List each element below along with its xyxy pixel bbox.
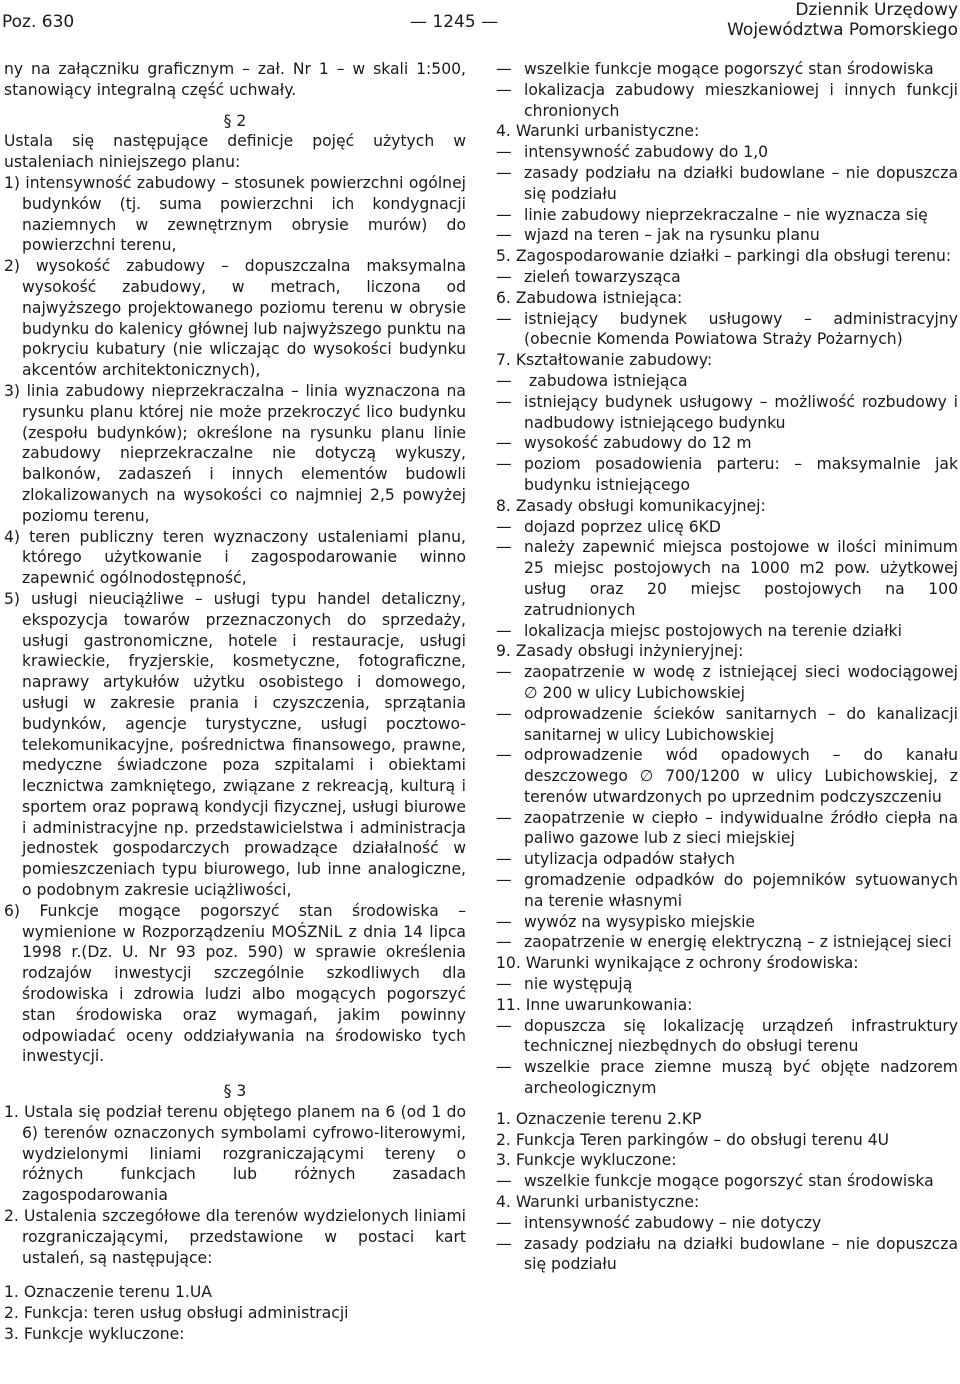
dash-item-text: intensywność zabudowy – nie dotyczy xyxy=(524,1213,822,1232)
dash-item xyxy=(496,537,958,620)
dash-item-text: wjazd na teren – jak na rysunku planu xyxy=(524,226,820,245)
dash-mark: — xyxy=(496,80,512,99)
dash-item xyxy=(496,808,958,850)
definition-item: 4) teren publiczny teren wyznaczony ustaleniami planu, którego użytkowanie i zagospodarowanie winno zapewnić ogólnodostępność, xyxy=(4,527,466,588)
dash-item-text: wszelkie prace ziemne muszą być objęte nadzorem archeologicznym xyxy=(524,1058,958,1098)
right-column xyxy=(496,59,958,1275)
dash-item xyxy=(496,517,958,538)
dash-item xyxy=(496,392,958,434)
section-heading: § 3 xyxy=(223,1082,247,1101)
section3-list xyxy=(4,1102,466,1268)
dash-item-text: wywóz na wysypisko miejskie xyxy=(524,912,756,931)
dash-mark: — xyxy=(496,975,512,994)
card-line: 1. Oznaczenie terenu 1.UA xyxy=(4,1283,212,1302)
dash-item xyxy=(496,704,958,746)
dash-item xyxy=(496,621,958,642)
dash-mark: — xyxy=(496,60,512,78)
section3-item: 1. Ustala się podział terenu objętego planem na 6 (od 1 do 6) terenów oznaczonych symbolami cyfrowo-literowymi, wydzielonymi liniami rozgraniczającymi tereny o różnych funkcjach lub różnych zasadach zagospodarowania xyxy=(4,1103,466,1205)
dash-mark: — xyxy=(496,663,512,682)
dash-item xyxy=(496,267,958,288)
dash-item-text: zieleń towarzysząca xyxy=(524,267,681,286)
dash-item-text: odprowadzenie wód opadowych – do kanału deszczowego ∅ 700/1200 w ulicy Lubichowskiej, z terenów utwardzonych po uprzednim podczyszczeniu xyxy=(524,746,958,806)
dash-mark: — xyxy=(496,143,512,162)
card-line: 2. Funkcja: teren usług obsługi administracji xyxy=(4,1304,349,1323)
dash-item-text: należy zapewnić miejsca postojowe w ilości minimum 25 miejsc postojowych na 1000 m2 pow. użytkowej usług oraz 20 miejsc postojowych na 100 zatrudnionych xyxy=(524,538,958,619)
dash-item-text: zabudowa istniejąca xyxy=(524,371,688,390)
dash-item xyxy=(496,225,958,246)
numbered-heading: 4. Warunki urbanistyczne: xyxy=(496,122,700,141)
section3-item: 2. Ustalenia szczegółowe dla terenów wydzielonych liniami rozgraniczającymi, przedstawione w postaci kart ustaleń, są następujące: xyxy=(4,1207,466,1267)
dash-item-text: odprowadzenie ścieków sanitarnych – do kanalizacji sanitarnej w ulicy Lubichowskiej xyxy=(524,704,958,744)
dash-mark: — xyxy=(496,933,512,952)
numbered-heading: 7. Kształtowanie zabudowy: xyxy=(496,351,713,370)
dash-item-text: utylizacja odpadów stałych xyxy=(524,850,736,869)
dash-item xyxy=(496,912,958,933)
dash-item xyxy=(496,974,958,995)
dash-item xyxy=(496,371,958,392)
dash-item-text: wszelkie funkcje mogące pogorszyć stan środowiska xyxy=(524,60,934,78)
numbered-heading: 9. Zasady obsługi inżynieryjnej: xyxy=(496,642,744,661)
dash-mark: — xyxy=(496,808,512,827)
card-line: 4. Warunki urbanistyczne: xyxy=(496,1193,700,1212)
dash-mark: — xyxy=(496,1213,512,1232)
dash-mark: — xyxy=(496,912,512,931)
section-heading: § 2 xyxy=(223,111,247,130)
left-column xyxy=(4,59,466,1345)
dash-item xyxy=(496,59,958,80)
definition-item: 1) intensywność zabudowy – stosunek powierzchni ogólnej budynków (tj. suma powierzchni ich kondygnacji naziemnych w zewnętrznym obrysie murów) do powierzchni terenu, xyxy=(4,173,466,255)
dash-mark: — xyxy=(496,205,512,224)
dash-item-text: lokalizacja miejsc postojowych na terenie działki xyxy=(524,621,902,640)
definitions-list xyxy=(4,173,466,1067)
dash-item-text: gromadzenie odpadków do pojemników sytuowanych na terenie własnymi xyxy=(524,871,958,910)
dash-item-text: dopuszcza się lokalizację urządzeń infrastruktury technicznej niezbędnych do obsługi terenu xyxy=(524,1016,958,1056)
dash-item-text: nie występują xyxy=(524,975,633,994)
dash-item xyxy=(496,1213,958,1234)
intro-paragraph: ny na załączniku graficznym – zał. Nr 1 – w skali 1:500, stanowiący integralną część uchwały. xyxy=(4,60,466,99)
dash-mark: — xyxy=(496,267,512,286)
dash-item-text: zaopatrzenie w wodę z istniejącej sieci wodociągowej ∅ 200 w ulicy Lubichowskiej xyxy=(524,663,958,702)
dash-item-text: wszelkie funkcje mogące pogorszyć stan środowiska xyxy=(524,1172,934,1191)
dash-item xyxy=(496,1057,958,1099)
dash-item-text: wysokość zabudowy do 12 m xyxy=(524,434,752,453)
dash-mark: — xyxy=(496,621,512,640)
numbered-heading: 10. Warunki wynikające z ochrony środowiska: xyxy=(496,954,859,973)
dash-mark: — xyxy=(496,850,512,869)
card-line: 2. Funkcja Teren parkingów – do obsługi terenu 4U xyxy=(496,1130,890,1149)
numbered-heading: 11. Inne uwarunkowania: xyxy=(496,995,693,1014)
dash-mark: — xyxy=(496,226,512,245)
dash-item xyxy=(496,870,958,912)
definition-item: 5) usługi nieuciążliwe – usługi typu handel detaliczny, ekspozycja towarów przeznaczonych do sprzedaży, usługi gastronomiczne, hotele i restauracje, usługi krawieckie, fryzjerskie, kosmetyczne, fotograficzne, naprawy artykułów użytku osobistego i domowego, usługi w zakresie prania i czyszczenia, sprzątania budynków, agencje turystyczne, usługi pocztowo-telekomunikacyjne, pośrednictwa finansowego, prawne, medyczne świadczone poza szpitalami i obiektami lecznictwa zamkniętego, związane z rekreacją, kulturą i sportem oraz poprawą kondycji fizycznej, usługi biurowe i administracyjne np. przedstawicielstwa i administracja jednostek gospodarczych prowadzące działalność w pomieszczeniach typu biurowego, lub inne analogiczne, o podobnym zakresie uciążliwości, xyxy=(4,589,466,900)
dash-mark: — xyxy=(496,538,512,557)
dash-mark: — xyxy=(496,871,512,890)
dash-mark: — xyxy=(496,434,512,453)
dash-mark: — xyxy=(496,392,512,411)
dash-item-text: linie zabudowy nieprzekraczalne – nie wyznacza się xyxy=(524,205,928,224)
card-line: 3. Funkcje wykluczone: xyxy=(496,1151,677,1170)
dash-item xyxy=(496,163,958,205)
dash-mark: — xyxy=(496,371,512,390)
dash-mark: — xyxy=(496,163,512,182)
dash-mark: — xyxy=(496,455,512,474)
dash-mark: — xyxy=(496,746,512,765)
card-line: 3. Funkcje wykluczone: xyxy=(4,1325,185,1344)
dash-mark: — xyxy=(496,1234,512,1253)
dash-item-text: lokalizacja zabudowy mieszkaniowej i innych funkcji chronionych xyxy=(524,80,958,120)
journal-title-line2: Województwa Pomorskiego xyxy=(727,20,958,40)
dash-item xyxy=(496,454,958,496)
dash-item-text: zaopatrzenie w energię elektryczną – z istniejącej sieci xyxy=(524,933,952,952)
definition-item: 3) linia zabudowy nieprzekraczalna – linia wyznaczona na rysunku planu której nie może przekroczyć lico budynku (zespołu budynków); określone na rysunku planu linie zabudowy nieprzekraczalne nie dotyczą wykuszy, balkonów, zadaszeń i innych elementów budowli zlokalizowanych na wysokości co najmniej 2,5 powyżej poziomu terenu, xyxy=(4,381,466,525)
dash-mark: — xyxy=(496,1058,512,1077)
dash-item xyxy=(496,80,958,122)
page-header xyxy=(0,0,960,44)
dash-item-text: zasady podziału na działki budowlane – nie dopuszcza się podziału xyxy=(524,163,958,203)
dash-item xyxy=(496,205,958,226)
dash-item-text: dojazd poprzez ulicę 6KD xyxy=(524,517,721,536)
card-line: 1. Oznaczenie terenu 2.KP xyxy=(496,1109,702,1128)
page-position: Poz. 630 xyxy=(2,12,75,32)
dash-item xyxy=(496,433,958,454)
dash-item-text: istniejący budynek usługowy – administracyjny (obecnie Komenda Powiatowa Straży Pożarnych) xyxy=(524,309,958,349)
dash-mark: — xyxy=(496,309,512,328)
dash-mark: — xyxy=(496,517,512,536)
dash-item xyxy=(496,932,958,953)
dash-item-text: poziom posadowienia parteru: – maksymalnie jak budynku istniejącego xyxy=(524,455,958,494)
dash-item-text: intensywność zabudowy do 1,0 xyxy=(524,143,769,162)
definition-item: 2) wysokość zabudowy – dopuszczalna maksymalna wysokość zabudowy, w metrach, liczona od najwyższego projektowanego poziomu terenu w obrysie budynku do kalenicy głównej lub najwyższego punktu na pokryciu kubatury (nie wliczając do wysokości budynku akcentów architektonicznych), xyxy=(4,257,466,380)
dash-item-text: zasady podziału na działki budowlane – nie dopuszcza się podziału xyxy=(524,1234,958,1274)
numbered-heading: 5. Zagospodarowanie działki – parkingi dla obsługi terenu: xyxy=(496,247,952,266)
dash-item-text: istniejący budynek usługowy – możliwość rozbudowy i nadbudowy istniejącego budynku xyxy=(524,392,958,432)
dash-mark: — xyxy=(496,1016,512,1035)
dash-item xyxy=(496,1016,958,1058)
dash-item xyxy=(496,849,958,870)
dash-item xyxy=(496,1171,958,1192)
dash-mark: — xyxy=(496,1172,512,1191)
journal-title-line1: Dziennik Urzędowy xyxy=(795,0,958,20)
numbered-heading: 8. Zasady obsługi komunikacyjnej: xyxy=(496,496,766,515)
dash-mark: — xyxy=(496,704,512,723)
dash-item xyxy=(496,1234,958,1276)
dash-item xyxy=(496,142,958,163)
dash-item-text: zaopatrzenie w ciepło – indywidualne źródło ciepła na paliwo gazowe lub z sieci miejskiej xyxy=(524,808,958,848)
dash-item xyxy=(496,662,958,704)
definition-item: 6) Funkcje mogące pogorszyć stan środowiska – wymienione w Rozporządzeniu MOŚZNiL z dnia 14 lipca 1998 r.(Dz. U. Nr 93 poz. 590) w sprawie określenia rodzajów inwestycji szczególnie szkodliwych dla środowiska i zdrowia ludzi albo mogących pogorszyć stan środowiska oraz wymagań, jakim powinny odpowiadać oceny oddziaływania na środowisko tych inwestycji. xyxy=(4,901,466,1066)
section-intro: Ustala się następujące definicje pojęć użytych w ustaleniach niniejszego planu: xyxy=(4,132,466,172)
dash-item xyxy=(496,309,958,351)
page-number: — 1245 — xyxy=(410,12,499,32)
dash-item xyxy=(496,745,958,807)
card-lines xyxy=(4,1282,466,1344)
numbered-heading: 6. Zabudowa istniejąca: xyxy=(496,288,683,307)
